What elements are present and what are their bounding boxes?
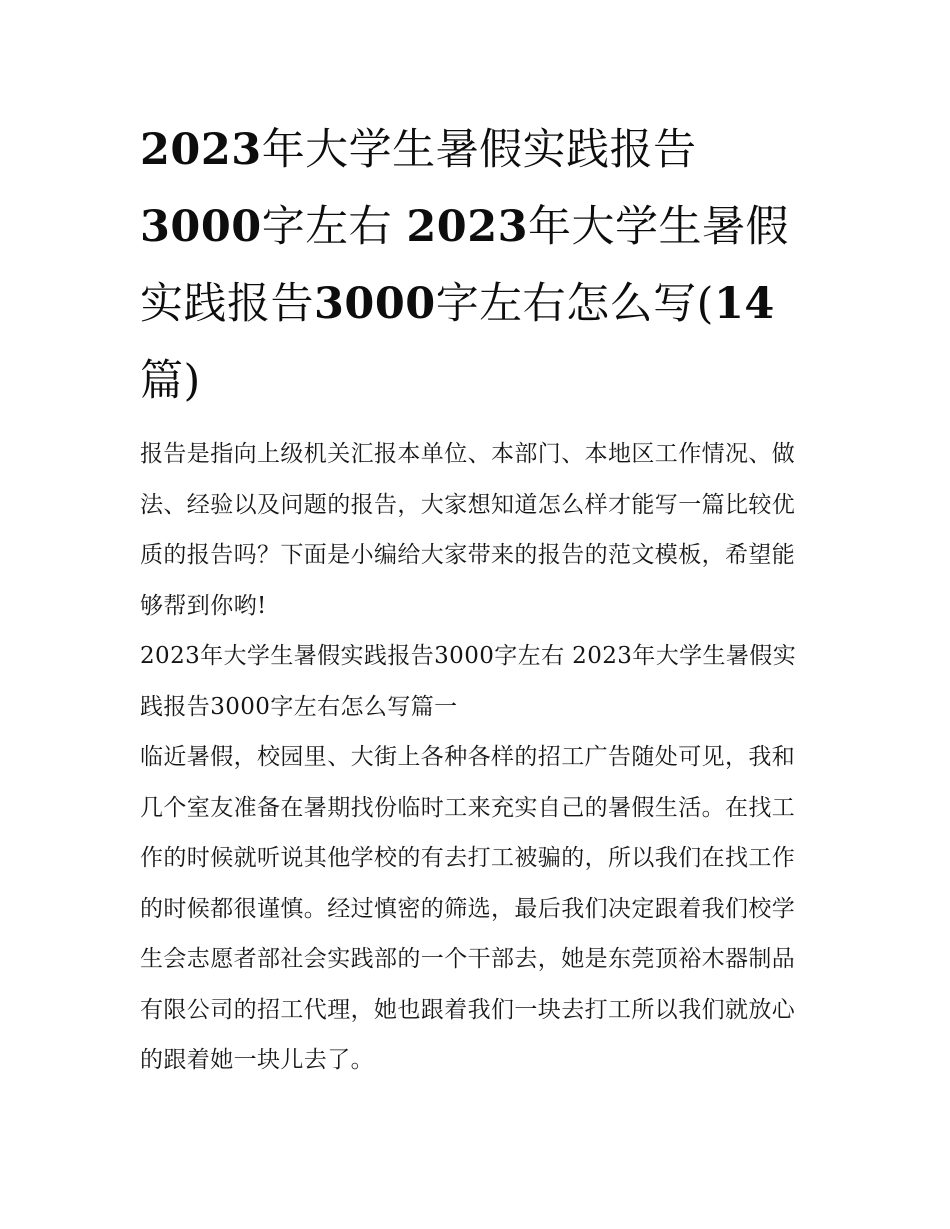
- intro-paragraph: 报告是指向上级机关汇报本单位、本部门、本地区工作情况、做法、经验以及问题的报告，大家想知道怎么样才能写一篇比较优质的报告吗？下面是小编给大家带来的报告的范文模板，希望能够帮到你哟!: [140, 441, 796, 619]
- body-paragraph: 临近暑假，校园里、大街上各种各样的招工广告随处可见，我和几个室友准备在暑期找份临时工来充实自己的暑假生活。在找工作的时候就听说其他学校的有去打工被骗的，所以我们在找工作的时候都很谨慎。经过慎密的筛选，最后我们决定跟着我们校学生会志愿者部社会实践部的一个干部去，她是东莞顶裕木器制品有限公司的招工代理，她也跟着我们一块去打工所以我们就放心的跟着她一块儿去了。: [140, 744, 796, 1073]
- section-heading: 2023年大学生暑假实践报告3000字左右 2023年大学生暑假实践报告3000字左右怎么写篇一: [140, 643, 797, 720]
- document-content: [140, 112, 812, 1086]
- document-title: 2023年大学生暑假实践报告3000字左右 2023年大学生暑假实践报告3000字左右怎么写(14篇): [140, 125, 790, 406]
